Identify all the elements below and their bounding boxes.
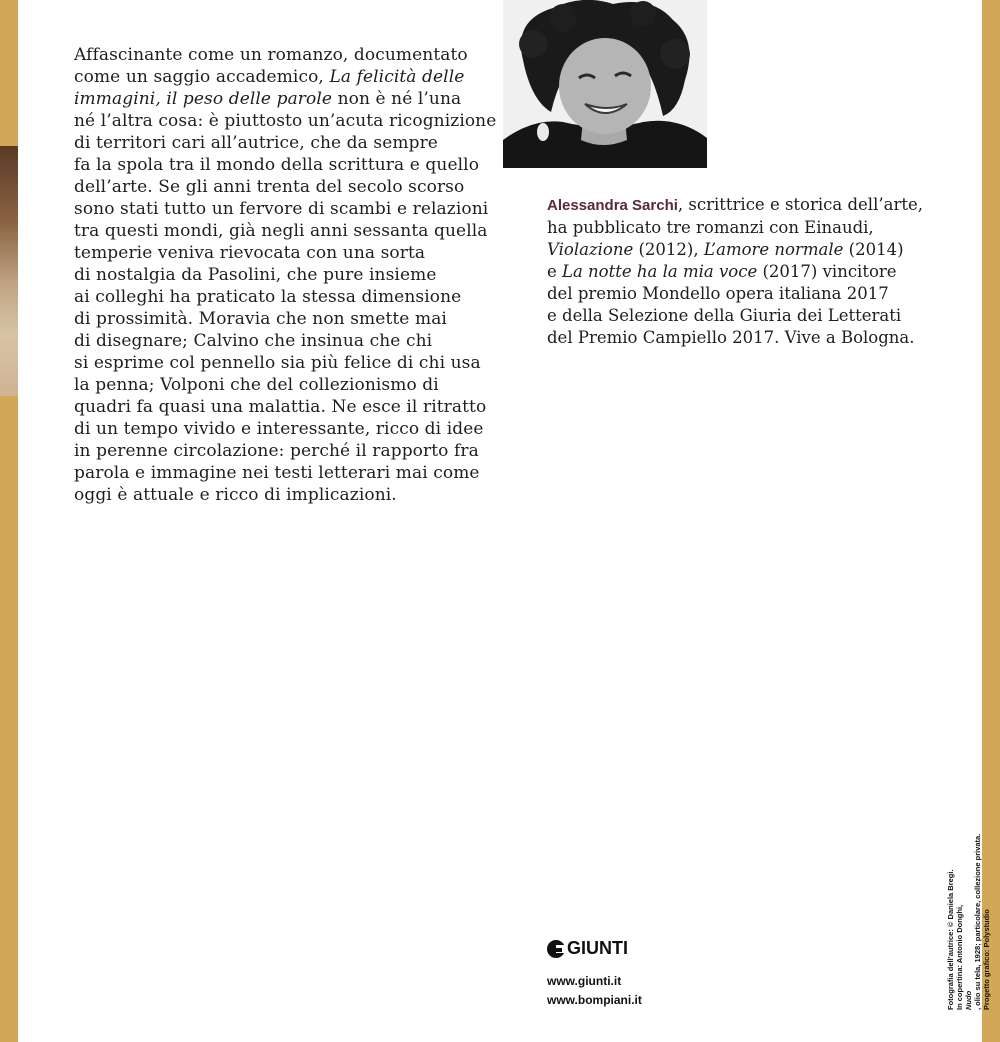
credit-line: Fotografia dell’autrice: © Daniela Bregi.	[946, 869, 955, 1010]
blurb-line: la penna; Volponi che del collezionismo di	[74, 375, 439, 395]
blurb-line: fa la spola tra il mondo della scrittura e quello	[74, 155, 480, 175]
image-credits	[946, 834, 991, 1010]
author-name: Alessandra Sarchi	[547, 197, 678, 214]
credit-line: In copertina: Antonio Donghi, Nudo , olio su tela, 1928; particolare, collezione privata.	[955, 833, 982, 1010]
bio-line: del Premio Campiello 2017. Vive a Bologna.	[547, 328, 915, 347]
url-link[interactable]: www.giunti.it	[547, 974, 622, 988]
blurb-line: Affascinante come un romanzo, documentato	[74, 45, 468, 65]
blurb-line: parola e immagine nei testi letterari mai come	[74, 463, 480, 483]
cover-painting-edge	[0, 146, 18, 396]
blurb-line: di territori cari all’autrice, che da sempre	[74, 133, 438, 153]
publisher-logo	[547, 938, 628, 959]
giunti-logo-icon	[547, 940, 565, 958]
author-photo	[503, 0, 707, 168]
blurb-line: oggi è attuale e ricco di implicazioni.	[74, 485, 397, 505]
publisher-name: GIUNTI	[567, 938, 628, 958]
blurb-line: si esprime col pennello sia più felice di chi usa	[74, 353, 481, 373]
blurb-line: di prossimità. Moravia che non smette mai	[74, 309, 447, 329]
bio-line: e La notte ha la mia voce (2017) vincitore	[547, 262, 897, 281]
blurb-line: temperie veniva rievocata con una sorta	[74, 243, 426, 263]
book-title: La notte ha la mia voce	[562, 262, 758, 281]
book-title: L’amore normale	[703, 240, 844, 259]
blurb-line: quadri fa quasi una malattia. Ne esce il ritratto	[74, 397, 487, 417]
credit-line: Progetto grafico: Polystudio	[982, 909, 991, 1010]
blurb-line: in perenne circolazione: perché il rapporto fra	[74, 441, 479, 461]
blurb-line: di nostalgia da Pasolini, che pure insieme	[74, 265, 437, 285]
book-blurb	[74, 44, 497, 506]
bio-line: Violazione (2012), L’amore normale (2014)	[547, 240, 904, 259]
blurb-line: ai colleghi ha praticato la stessa dimensione	[74, 287, 462, 307]
blurb-line: di disegnare; Calvino che insinua che chi	[74, 331, 433, 351]
book-title: immagini, il peso delle parole	[74, 89, 333, 109]
blurb-line: dell’arte. Se gli anni trenta del secolo scorso	[74, 177, 465, 197]
blurb-line: di un tempo vivido e interessante, ricco di idee	[74, 419, 484, 439]
bio-line: e della Selezione della Giuria dei Letterati	[547, 306, 902, 325]
book-title: La felicità delle	[329, 67, 465, 87]
author-portrait-image	[503, 0, 707, 168]
url-link[interactable]: www.bompiani.it	[547, 993, 642, 1007]
blurb-line: sono stati tutto un fervore di scambi e relazioni	[74, 199, 489, 219]
book-title: Violazione	[547, 240, 634, 259]
blurb-line: tra questi mondi, già negli anni sessanta quella	[74, 221, 488, 241]
bio-line: Alessandra Sarchi, scrittrice e storica dell’arte,	[547, 195, 923, 214]
blurb-line: immagini, il peso delle parole non è né l’una	[74, 89, 462, 109]
blurb-line: né l’altra cosa: è piuttosto un’acuta ricognizione	[74, 111, 497, 131]
bio-line: del premio Mondello opera italiana 2017	[547, 284, 889, 303]
bio-line: ha pubblicato tre romanzi con Einaudi,	[547, 218, 874, 237]
blurb-line: come un saggio accademico, La felicità delle	[74, 67, 465, 87]
author-bio	[547, 194, 927, 349]
publisher-urls	[547, 972, 642, 1010]
